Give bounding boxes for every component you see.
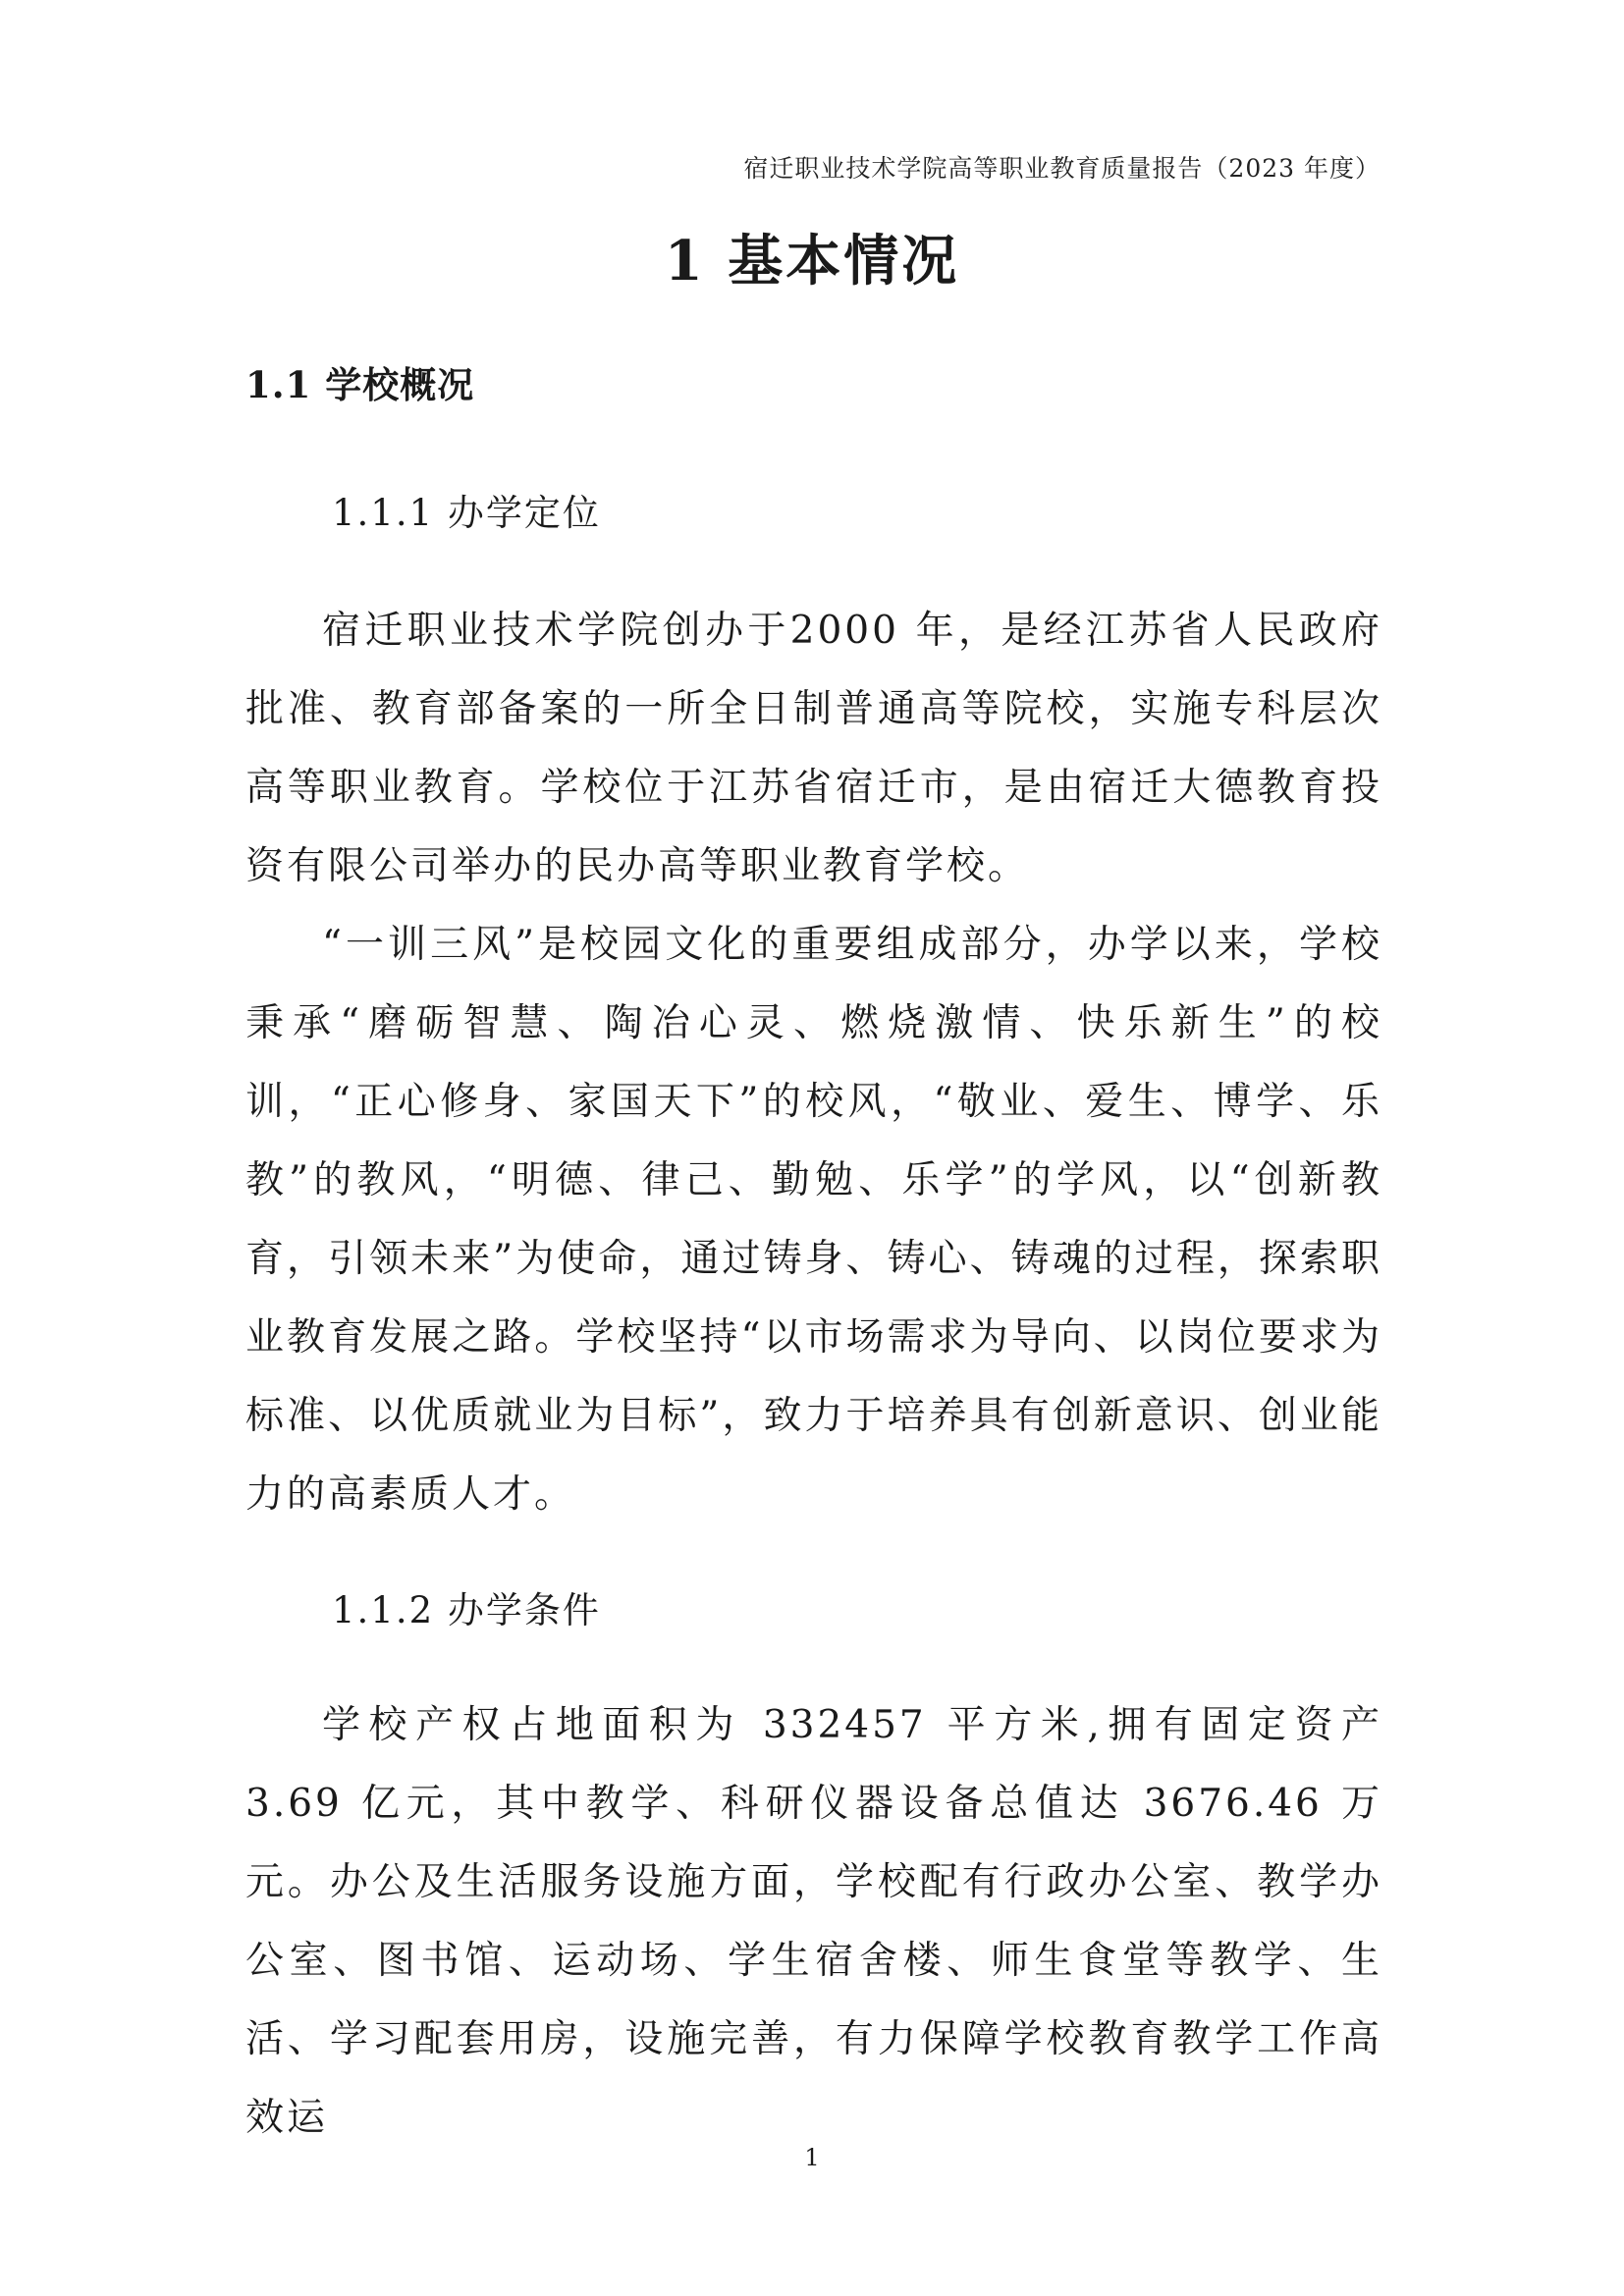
subsection-heading-positioning: 1.1.1 办学定位	[332, 492, 601, 534]
body-text-positioning	[245, 592, 1382, 1534]
chapter-title: 1 基本情况	[664, 229, 960, 294]
paragraph: 学校产权占地面积为 332457 平方米,拥有固定资产 3.69 亿元，其中教学、科研仪器设备总值达 3676.46 万元。办公及生活服务设施方面，学校配有行政办公室、教学办公室、图书馆、运动场、学生宿舍楼、师生食堂等教学、生活、学习配套用房，设施完善，有力保障学校教育教学工作高效运	[245, 1703, 1382, 2140]
page-number: 1	[804, 2144, 820, 2171]
running-header: 宿迁职业技术学院高等职业教育质量报告（2023 年度）	[743, 154, 1380, 183]
paragraph: “一训三风”是校园文化的重要组成部分，办学以来，学校秉承“磨砺智慧、陶冶心灵、燃烧激情、快乐新生”的校训，“正心修身、家国天下”的校风，“敬业、爱生、博学、乐教”的教风，“明德、律己、勤勉、乐学”的学风，以“创新教育，引领未来”为使命，通过铸身、铸心、铸魂的过程，探索职业教育发展之路。学校坚持“以市场需求为导向、以岗位要求为标准、以优质就业为目标”，致力于培养具有创新意识、创业能力的高素质人才。	[245, 923, 1382, 1517]
body-text-conditions	[245, 1686, 1382, 2158]
paragraph: 宿迁职业技术学院创办于2000 年，是经江苏省人民政府批准、教育部备案的一所全日制普通高等院校，实施专科层次高等职业教育。学校位于江苏省宿迁市，是由宿迁大德教育投资有限公司举办的民办高等职业教育学校。	[245, 609, 1382, 888]
subsection-heading-conditions: 1.1.2 办学条件	[332, 1589, 601, 1631]
section-heading: 1.1 学校概况	[245, 363, 475, 406]
